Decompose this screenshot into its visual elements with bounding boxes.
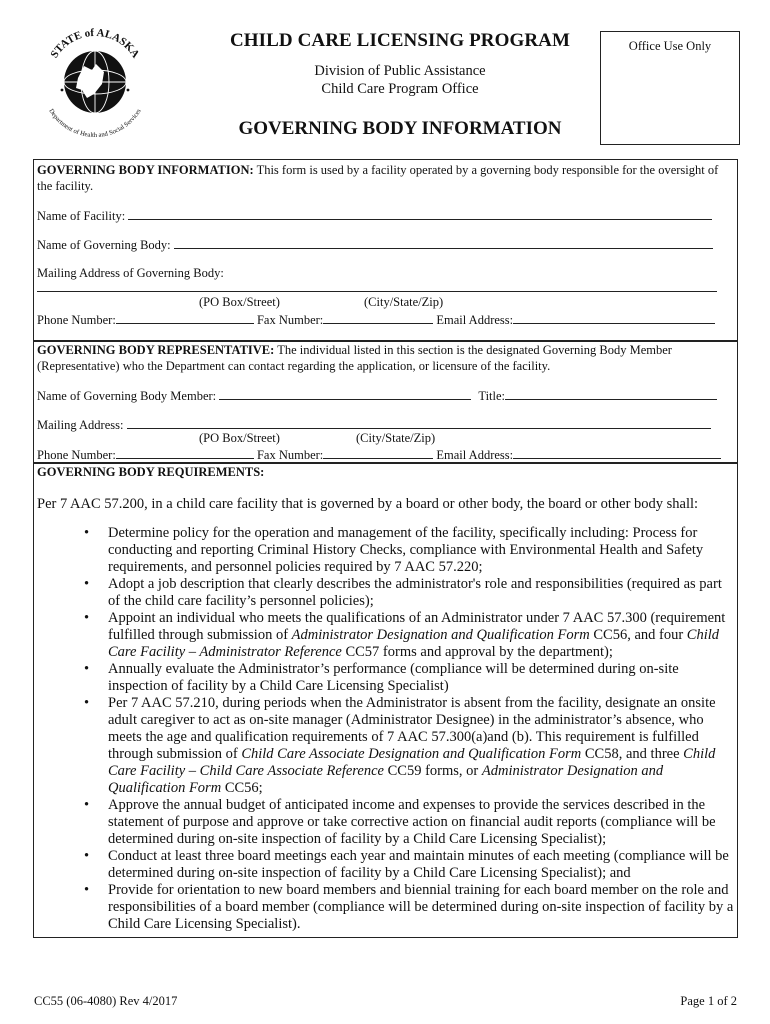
governing-body-name-field[interactable] <box>174 236 713 249</box>
requirement-text: Per 7 AAC 57.210, during periods when the Administrator is absent from the facility, designate an onsite adult caregiver to act as on-site manager (Administrator Designee) in the administrator’s absence, who meets the age and qualification requirements of 7 AAC 57.300(a)and (b). This requirement is fulfilled through submission of Child Care Associate Designation and Qualification Form CC58, and three Child Care Facility – Child Care Associate Reference CC59 forms, or Administrator Designation and Qualification Form CC56; <box>108 695 716 796</box>
member-email-field[interactable] <box>513 446 721 459</box>
requirement-item <box>34 797 734 848</box>
bullet-icon: • <box>84 661 90 677</box>
office-use-label: Office Use Only <box>628 39 712 53</box>
member-city-state-zip-hint: (City/State/Zip) <box>356 431 436 445</box>
member-phone-label: Phone Number: <box>37 448 116 462</box>
mailing-address-field[interactable] <box>37 279 717 292</box>
governing-body-representative-section <box>33 340 738 464</box>
member-title-field[interactable] <box>505 387 717 400</box>
requirement-item <box>34 882 734 933</box>
phone-field[interactable] <box>116 311 254 324</box>
section2-intro <box>37 342 731 374</box>
member-mailing-field[interactable] <box>127 416 711 429</box>
office-use-box <box>600 31 740 145</box>
requirement-text: Conduct at least three board meetings each year and maintain minutes of each meeting (compliance will be determined during on-site inspection of facility by a Child Care Licensing Specialist); and <box>108 848 729 881</box>
member-title-label: Title: <box>478 389 506 403</box>
mailing-address-label: Mailing Address of Governing Body: <box>37 266 224 280</box>
division-name: Division of Public Assistance <box>314 63 486 79</box>
requirements-list <box>34 525 734 933</box>
phone-label: Phone Number: <box>37 313 116 327</box>
fax-field[interactable] <box>323 311 433 324</box>
requirement-item <box>34 848 734 882</box>
requirement-text: Determine policy for the operation and management of the facility, specifically including: Process for conducting and reporting Criminal History Checks, compliance with Environmental Health and Safety requirements, and personnel policies required by 7 AAC 57.220; <box>108 525 704 575</box>
email-field[interactable] <box>513 311 715 324</box>
form-id: CC55 (06-4080) Rev 4/2017 <box>34 994 178 1008</box>
state-seal-logo <box>32 18 158 144</box>
bullet-icon: • <box>84 695 90 711</box>
member-mailing-label: Mailing Address: <box>37 418 124 432</box>
svg-text:Department of Health and Socia: Department of Health and Social Services <box>47 107 143 140</box>
member-contact-row <box>37 446 731 463</box>
requirement-item <box>34 661 734 695</box>
requirement-text: Approve the annual budget of anticipated income and expenses to provide the services described in the statement of purpose and approve or take corrective action on financial audit reports (compliance will be determined during on-site inspection of facility by a Child Care Licensing Specialist); <box>108 797 716 847</box>
section1-intro <box>37 162 731 194</box>
page-number: Page 1 of 2 <box>680 994 737 1008</box>
contact-row <box>37 311 731 328</box>
requirement-item <box>34 525 734 576</box>
program-title: CHILD CARE LICENSING PROGRAM <box>229 30 571 51</box>
member-row <box>37 387 731 404</box>
section3-title <box>37 464 731 480</box>
facility-name-field[interactable] <box>128 207 712 220</box>
requirement-item <box>34 576 734 610</box>
section2-description: The individual listed in this section is the designated Governing Body Member (Representative) who the Department can contact regarding the application, or licensure of the facility. <box>37 343 672 373</box>
bullet-icon: • <box>84 610 90 626</box>
member-fax-field[interactable] <box>323 446 433 459</box>
governing-body-information-section <box>33 159 738 342</box>
member-po-box-hint: (PO Box/Street) <box>199 431 280 445</box>
requirement-text: Adopt a job description that clearly describes the administrator's role and responsibilities (required as part of the child care facility’s personnel policies); <box>108 576 722 609</box>
section1-description: This form is used by a facility operated by a governing body responsible for the oversight of the facility. <box>37 163 719 193</box>
facility-name-label: Name of Facility: <box>37 209 126 223</box>
member-fax-label: Fax Number: <box>256 448 324 462</box>
section3-title-text: GOVERNING BODY REQUIREMENTS: <box>37 465 265 479</box>
governing-body-name-row <box>37 236 731 253</box>
bullet-icon: • <box>84 525 90 541</box>
section1-title: GOVERNING BODY INFORMATION: <box>37 163 254 177</box>
requirements-intro: Per 7 AAC 57.200, in a child care facility that is governed by a board or other body, the board or other body shall: <box>37 496 699 512</box>
governing-body-requirements-section <box>33 462 738 938</box>
section2-title: GOVERNING BODY REPRESENTATIVE: <box>37 343 275 357</box>
member-name-label: Name of Governing Body Member: <box>37 389 217 403</box>
fax-label: Fax Number: <box>256 313 324 327</box>
bullet-icon: • <box>84 882 90 898</box>
bullet-icon: • <box>84 576 90 592</box>
bullet-icon: • <box>84 797 90 813</box>
requirement-text: Annually evaluate the Administrator’s performance (compliance will be determined during on-site inspection of facility by a Child Care Licensing Specialist) <box>108 661 679 694</box>
requirement-item <box>34 610 734 661</box>
svg-text:STATE of ALASKA: STATE of ALASKA <box>48 26 142 61</box>
bullet-icon: • <box>84 848 90 864</box>
member-email-label: Email Address: <box>436 448 514 462</box>
member-phone-field[interactable] <box>116 446 254 459</box>
po-box-hint: (PO Box/Street) <box>199 295 280 309</box>
city-state-zip-hint: (City/State/Zip) <box>364 295 444 309</box>
member-name-field[interactable] <box>219 387 471 400</box>
requirement-text: Provide for orientation to new board members and biennial training for each board member on the role and responsibilities of a board member (compliance will be determined during on-site inspection of facility by a Child Care Licensing Specialist). <box>108 882 734 932</box>
email-label: Email Address: <box>436 313 514 327</box>
requirement-item <box>34 695 734 797</box>
form-title: GOVERNING BODY INFORMATION <box>238 118 562 139</box>
requirement-text: Appoint an individual who meets the qualifications of an Administrator under 7 AAC 57.300 (requirement fulfilled through submission of Administrator Designation and Qualification Form CC56, and four Child Care Facility – Administrator Reference CC57 forms and approval by the department); <box>108 610 726 660</box>
facility-name-row <box>37 207 731 224</box>
governing-body-name-label: Name of Governing Body: <box>37 238 171 252</box>
header <box>200 30 600 140</box>
office-name: Child Care Program Office <box>321 81 479 97</box>
